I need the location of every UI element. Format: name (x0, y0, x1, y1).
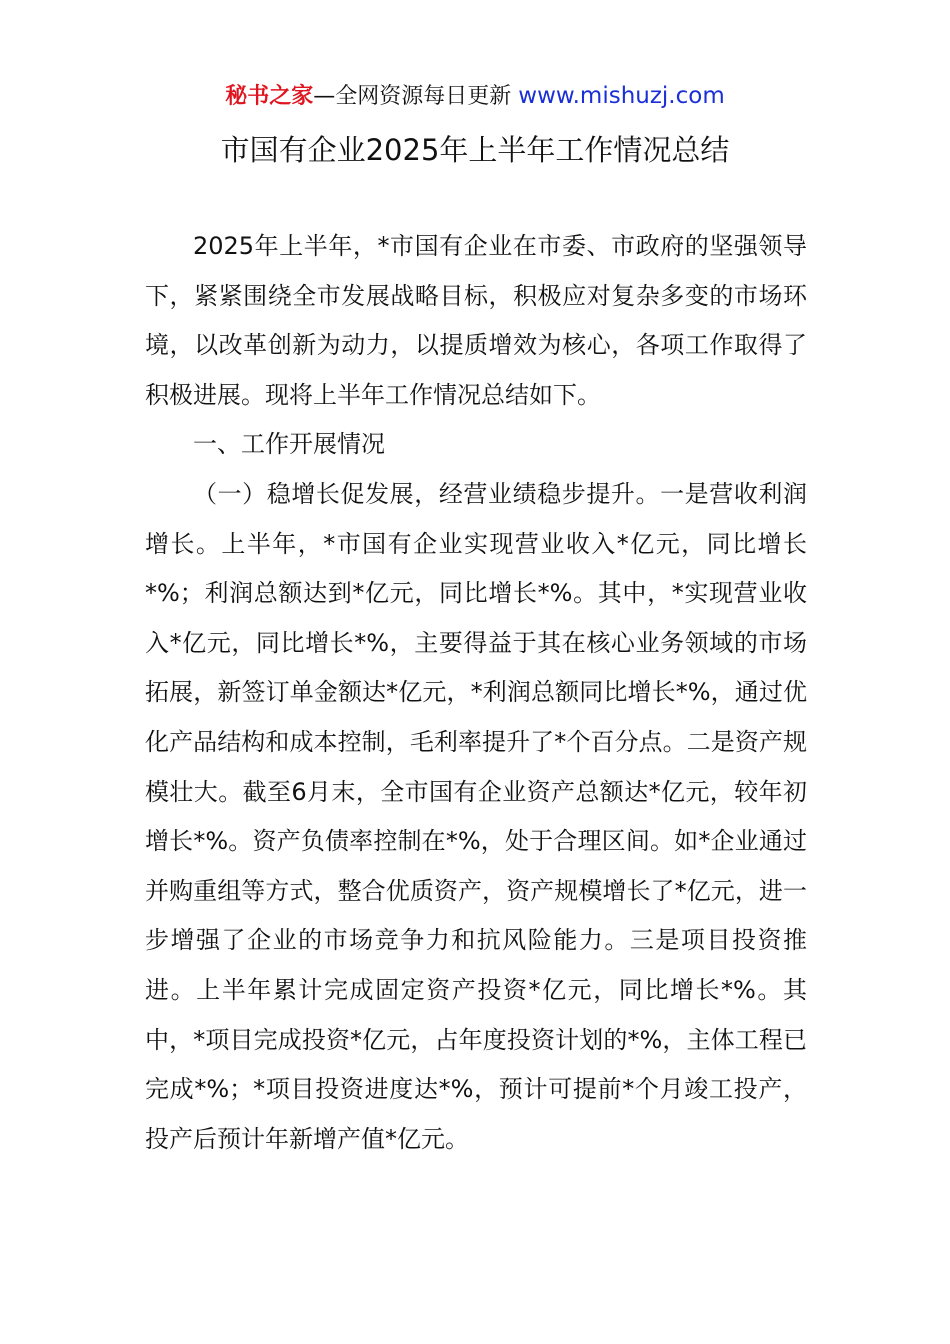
intro-paragraph: 2025年上半年，*市国有企业在市委、市政府的坚强领导下，紧紧围绕全市发展战略目标，积极应对复杂多变的市场环境，以改革创新为动力，以提质增效为核心，各项工作取得了积极进展。现将上半年工作情况总结如下。 (145, 232, 807, 409)
section-heading: 一、工作开展情况 (193, 430, 385, 459)
document-body (145, 222, 807, 1164)
site-url-link[interactable]: www.mishuzj.com (518, 83, 725, 109)
site-tagline: —全网资源每日更新 (313, 84, 512, 109)
document-title: 市国有企业2025年上半年工作情况总结 (220, 133, 730, 167)
site-header (0, 80, 950, 113)
body-paragraph: （一）稳增长促发展，经营业绩稳步提升。一是营收利润增长。上半年，*市国有企业实现营业收入*亿元，同比增长*%；利润总额达到*亿元，同比增长*%。其中，*实现营业收入*亿元，同比增长*%，主要得益于其在核心业务领域的市场拓展，新签订单金额达*亿元，*利润总额同比增长*%，通过优化产品结构和成本控制，毛利率提升了*个百分点。二是资产规模壮大。截至6月末，全市国有企业资产总额达*亿元，较年初增长*%。资产负债率控制在*%，处于合理区间。如*企业通过并购重组等方式，整合优质资产，资产规模增长了*亿元，进一步增强了企业的市场竞争力和抗风险能力。三是项目投资推进。上半年累计完成固定资产投资*亿元，同比增长*%。其中，*项目完成投资*亿元，占年度投资计划的*%，主体工程已完成*%；*项目投资进度达*%，预计可提前*个月竣工投产，投产后预计年新增产值*亿元。 (145, 479, 807, 1153)
brand-name: 秘书之家 (225, 84, 314, 109)
